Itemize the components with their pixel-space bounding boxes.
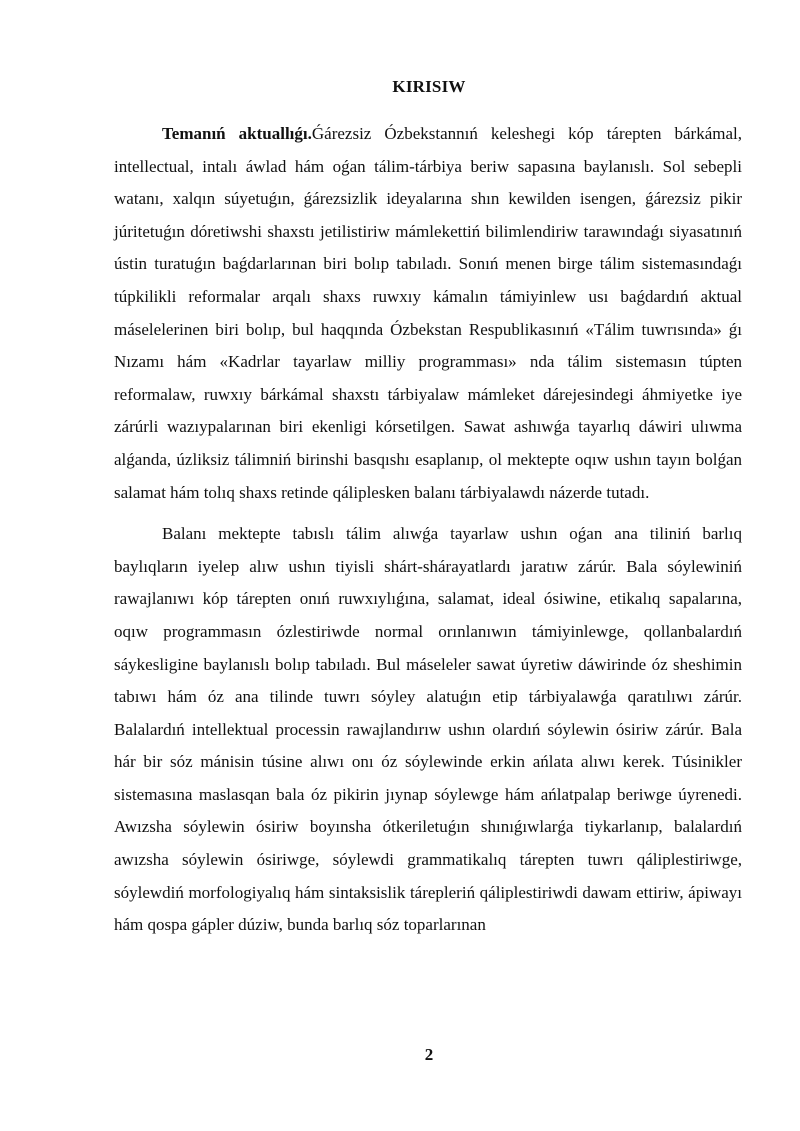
paragraph-1: [114, 118, 742, 509]
paragraph-2: Balanı mektepte tabıslı tálim alıwǵa tayarlaw ushın oǵan ana tiliniń barlıq baylıqların iyelep alıw ushın tiyisli shárt-shárayatlardı jaratıw zárúr. Bala sóylewiniń rawajlanıwı kóp tárepten onıń ruwxıylıǵına, salamat, ideal ósiwine, etikalıq sapalarına, oqıw programmasın ózlestiriwde normal orınlanıwın támiyinlewge, qollanbalardıń sáykesligine baylanıslı bolıp tabıladı. Bul máseleler sawat úyretiw dáwirinde óz sheshimin tabıwı hám óz ana tilinde tuwrı sóyley alatuǵın etip tárbiyalawǵa qaratılıwı zárúr. Balalardıń intellektual processin rawajlandırıw ushın olardıń sóylewin ósiriw zárúr. Bala hár bir sóz mánisin túsine alıwı onı óz sóylewinde erkin ańlata alıwı kerek. Túsinikler sistemasına maslasqan bala óz pikirin jıynap sóylewge hám ańlatpalap beriwge úyrenedi. Awızsha sóylewin ósiriw boyınsha ótkeriletuǵın shınıǵıwlarǵa tiykarlanıp, balalardıń awızsha sóylewin ósiriwge, sóylewdi grammatikalıq tárepten tuwrı qáliplestiriwge, sóylewdiń morfologiyalıq hám sintaksislik tárepleriń qáliplestiriwdi dawam ettiriw, ápiwayı hám qospa gápler dúziw, bunda barlıq sóz toparlarınan: [114, 524, 742, 935]
paragraph-1-text: Ǵárezsiz Ózbekstannıń keleshegi kóp tárepten bárkámal, intellectual, intalı áwlad hám oǵan tálim-tárbiya beriw sapasına baylanıslı. Sol sebepli watanı, xalqın súyetuǵın, ǵárezsizlik ideyalarına shın kewilden isengen, ǵárezsiz pikir júritetuǵın dóretiwshi shaxstı jetilistiriw mámlekettiń bilimlendiriw tarawındaǵı siyasatınıń ústin turatuǵın baǵdarlarınan biri bolıp tabıladı. Sonıń menen birge tálim sistemasındaǵı túpkilikli reformalar arqalı shaxs ruwxıy kámalın támiyinlew usı baǵdardıń aktual máselelerinen biri bolıp, bul haqqında Ózbekstan Respublikasınıń «Tálim tuwrısında» ǵı Nızamı hám «Kadrlar tayarlaw milliy programması» nda tálim sistemasın túpten reformalaw, ruwxıy bárkámal shaxstı tárbiyalaw mámleket dárejesindegi áhmiyetke iye zárúrli wazıypalarınan biri ekenligi kórsetilgen. Sawat ashıwǵa tayarlıq dáwiri ulıwma alǵanda, úzliksiz tálimniń birinshi basqıshı esaplanıp, ol mektepte oqıw ushın tayın bolǵan salamat hám tolıq shaxs retinde qáliplesken balanı tárbiyalawdı názerde tutadı.: [114, 124, 742, 502]
document-body: [114, 118, 742, 942]
page-number: 2: [424, 1045, 434, 1064]
paragraph-1-lead: Temanıń aktuallıǵı.: [162, 124, 312, 143]
page-title: KIRISIW: [392, 77, 466, 96]
